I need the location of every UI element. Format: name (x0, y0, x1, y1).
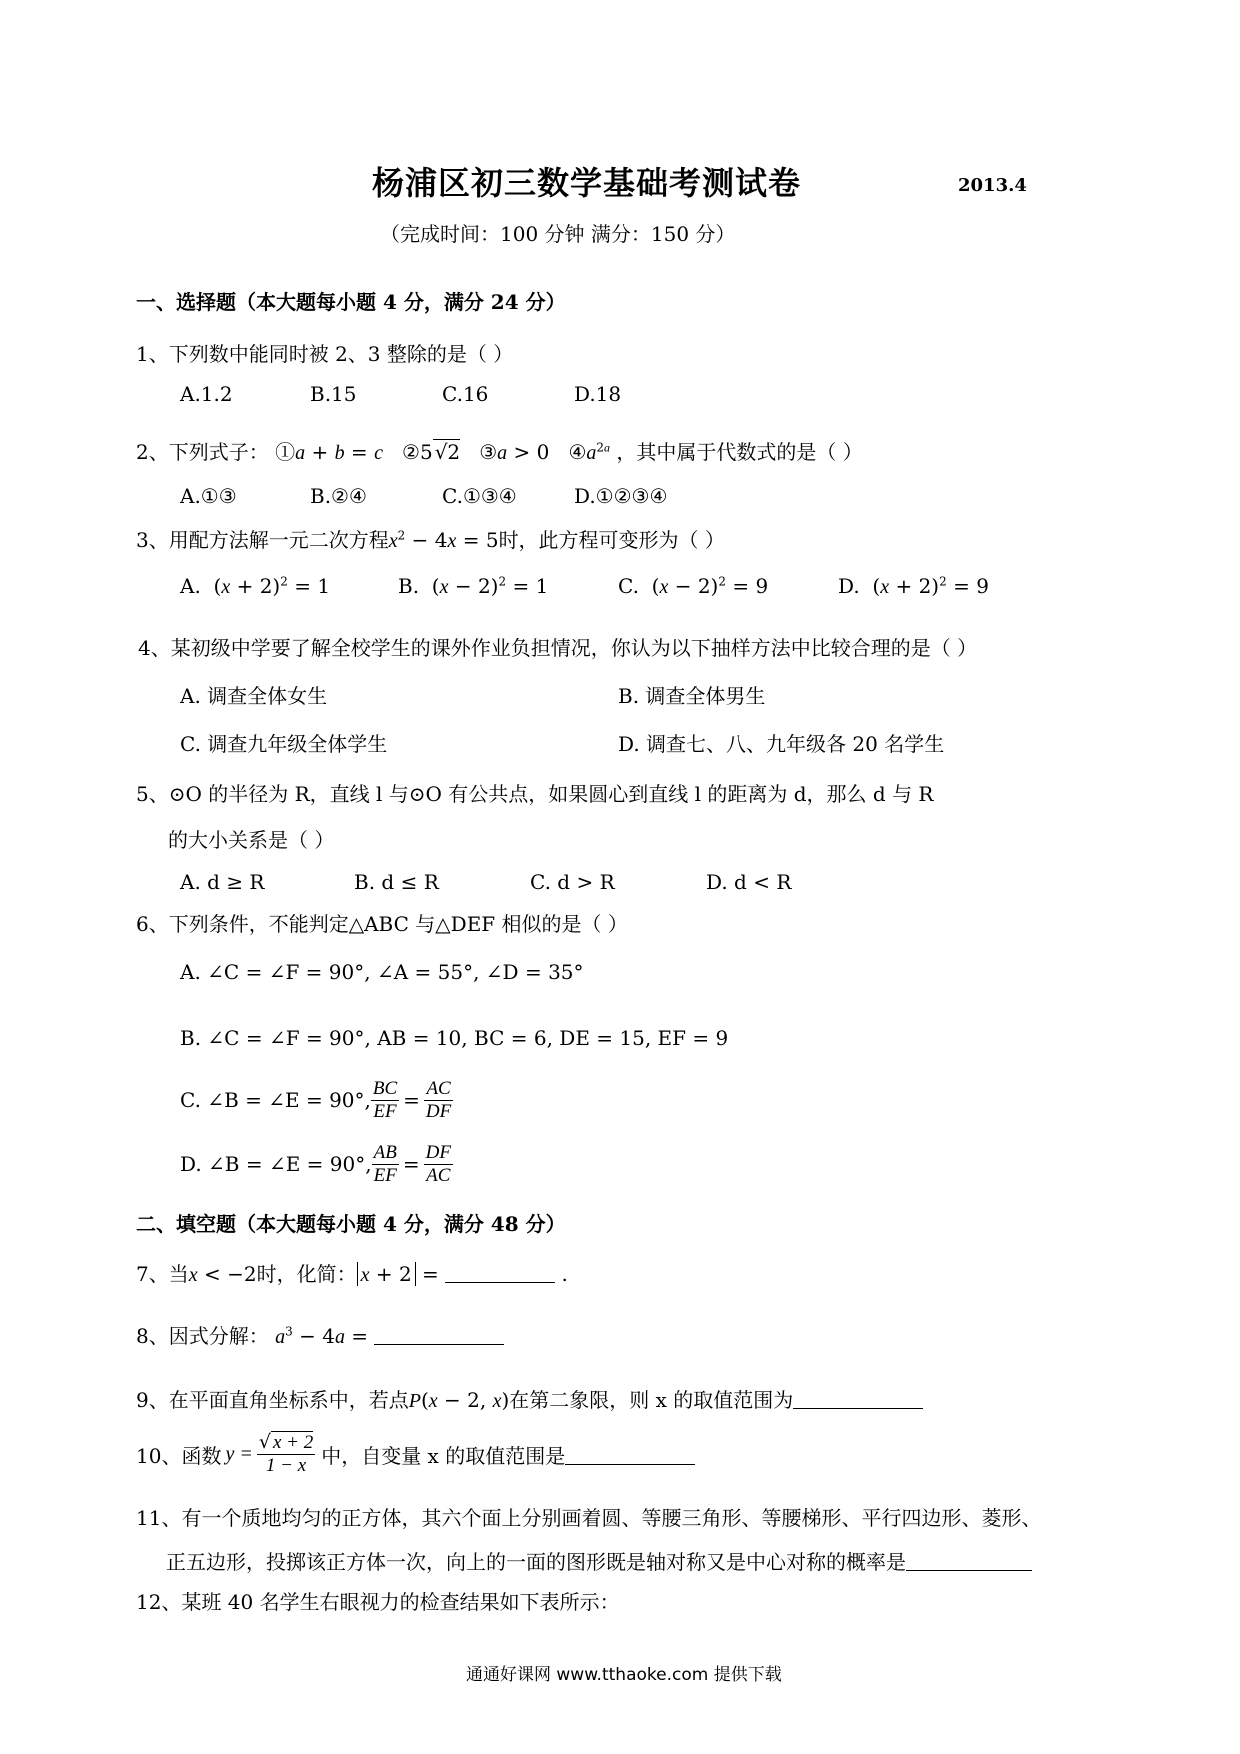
question-9 (136, 1384, 923, 1413)
question-10-numerator: x + 2 (272, 1432, 314, 1453)
question-6-option-b: B. ∠C = ∠F = 90°, AB = 10, BC = 6, DE = 15, EF = 9 (180, 1026, 729, 1050)
section-heading-fill-in: 二、填空题（本大题每小题 4 分，满分 48 分） (136, 1212, 566, 1236)
question-7-answer-blank[interactable] (445, 1262, 555, 1283)
question-5-option-c: C. d > R (530, 870, 615, 894)
question-2-suffix: ，其中属于代数式的是（ ） (616, 440, 863, 464)
question-9-answer-blank[interactable] (793, 1388, 923, 1409)
question-8-answer-blank[interactable] (374, 1324, 504, 1345)
question-1-option-c: C.16 (442, 382, 489, 406)
question-10 (136, 1432, 695, 1477)
page-footer: 通通好课网 www.tthaoke.com 提供下载 (466, 1665, 782, 1685)
question-5-option-b: B. d ≤ R (354, 870, 439, 894)
question-11-answer-blank[interactable] (906, 1550, 1032, 1571)
question-1-option-b: B.15 (310, 382, 357, 406)
question-6-option-c: C. ∠B = ∠E = 90°, $\frac{BC}{EF}$ = $\frac{AC}{DF}$ (180, 1078, 452, 1122)
question-2-option-d: D.①②③④ (574, 484, 668, 508)
question-6-option-d: D. ∠B = ∠E = 90°, $\frac{AB}{EF}$ = $\frac{DF}{AC}$ (180, 1142, 451, 1186)
question-6-option-d-fraction-1: $\frac{AB}{EF}$ (373, 1142, 397, 1186)
question-3-prefix: 3、用配方法解一元二次方程 (136, 528, 389, 552)
question-7-condition: x < −2 (188, 1262, 257, 1286)
question-1-stem: 1、下列数中能同时被 2、3 整除的是（ ） (136, 342, 514, 366)
question-2-item-3: ③a > 0 (479, 440, 550, 464)
exam-date: 2013.4 (958, 175, 1027, 196)
question-7-equals: = (422, 1262, 439, 1286)
question-9-prefix: 9、在平面直角坐标系中，若点 (136, 1388, 409, 1412)
question-6-option-a: A. ∠C = ∠F = 90°, ∠A = 55°, ∠D = 35° (180, 960, 584, 984)
question-11-line-1: 11、有一个质地均匀的正方体，其六个面上分别画着圆、等腰三角形、等腰梯形、平行四边形、菱形、 (136, 1506, 1042, 1530)
question-8-expression: $a^3 - 4a$ = (275, 1324, 369, 1348)
question-10-denominator: 1 − x (265, 1454, 307, 1476)
question-10-fraction: $\frac{√ x + 2}{1 - x}$ (258, 1431, 314, 1476)
question-6-option-c-fraction-1: $\frac{BC}{EF}$ (372, 1078, 398, 1122)
question-9-point: P(x − 2, x) (408, 1388, 510, 1412)
question-2-prefix: 2、下列式子： (136, 440, 269, 464)
question-10-lhs: y = (225, 1442, 253, 1465)
question-4-option-d: D. 调查七、八、九年级各 20 名学生 (618, 732, 945, 756)
question-2-option-b: B.②④ (310, 484, 367, 508)
question-5-option-a: A. d ≥ R (180, 870, 265, 894)
question-6-stem: 6、下列条件，不能判定△ABC 与△DEF 相似的是（ ） (136, 912, 628, 936)
question-5-line-1: 5、⊙O 的半径为 R，直线 l 与⊙O 有公共点，如果圆心到直线 l 的距离为 d，那么 d 与 R (136, 782, 934, 806)
question-8 (136, 1320, 504, 1349)
page-title: 杨浦区初三数学基础考测试卷 (372, 164, 802, 202)
question-2-item-2: ②5 √2 (402, 440, 461, 464)
question-6-option-d-prefix: D. ∠B = ∠E = 90°, (180, 1152, 372, 1177)
question-2-item-1: ①a + b = c (275, 440, 383, 464)
question-3-suffix: 时，此方程可变形为（ ） (498, 528, 725, 552)
question-3-equation: $x^2 - 4x = 5$ (388, 528, 499, 552)
question-3-option-a: A. $(x + 2)^2 = 1$ (180, 574, 331, 598)
question-4-option-c: C. 调查九年级全体学生 (180, 732, 388, 756)
question-12-stem: 12、某班 40 名学生右眼视力的检查结果如下表所示： (136, 1590, 620, 1614)
question-2-stem (136, 436, 863, 465)
question-6-option-c-prefix: C. ∠B = ∠E = 90°, (180, 1088, 371, 1113)
question-7-mid: 时，化简： (256, 1262, 357, 1286)
question-4-stem: 4、某初级中学要了解全校学生的课外作业负担情况，你认为以下抽样方法中比较合理的是（ ） (138, 636, 978, 660)
question-7-prefix: 7、当 (136, 1262, 189, 1286)
question-3-option-d: D. $(x + 2)^2 = 9$ (838, 574, 989, 598)
question-3-option-c: C. $(x - 2)^2 = 9$ (618, 574, 769, 598)
question-1-option-a: A.1.2 (180, 382, 233, 406)
question-7: 7、当x < −2时，化简： x + 2 = . (136, 1262, 568, 1286)
question-1-option-d: D.18 (574, 382, 622, 406)
question-2-item-4: $④a^{2a}$ (568, 440, 611, 464)
question-6-option-d-fraction-2: $\frac{DF}{AC}$ (425, 1142, 451, 1186)
question-10-prefix: 10、函数 (136, 1443, 222, 1468)
question-3-stem (136, 524, 725, 553)
question-8-prefix: 8、因式分解： (136, 1324, 269, 1348)
question-5-option-d: D. d < R (706, 870, 792, 894)
question-2-option-a: A.①③ (180, 484, 237, 508)
question-2-option-c: C.①③④ (442, 484, 517, 508)
question-10-answer-blank[interactable] (565, 1444, 695, 1465)
question-11-line-2: 正五边形，投掷该正方体一次，向上的一面的图形既是轴对称又是中心对称的概率是 (166, 1546, 1032, 1575)
question-7-absolute-expression: x + 2 (357, 1262, 416, 1286)
question-3-option-b: B. $(x - 2)^2 = 1$ (398, 574, 549, 598)
question-5-line-2: 的大小关系是（ ） (168, 828, 335, 852)
question-4-option-a: A. 调查全体女生 (180, 684, 328, 708)
question-4-option-b: B. 调查全体男生 (618, 684, 766, 708)
question-9-suffix: 在第二象限，则 x 的取值范围为 (509, 1388, 794, 1412)
question-10-suffix: 中，自变量 x 的取值范围是 (321, 1443, 566, 1468)
section-heading-choice: 一、选择题（本大题每小题 4 分，满分 24 分） (136, 290, 566, 314)
question-6-option-c-fraction-2: $\frac{AC}{DF}$ (425, 1078, 452, 1122)
exam-subtitle: （完成时间：100 分钟 满分：150 分） (380, 222, 736, 246)
